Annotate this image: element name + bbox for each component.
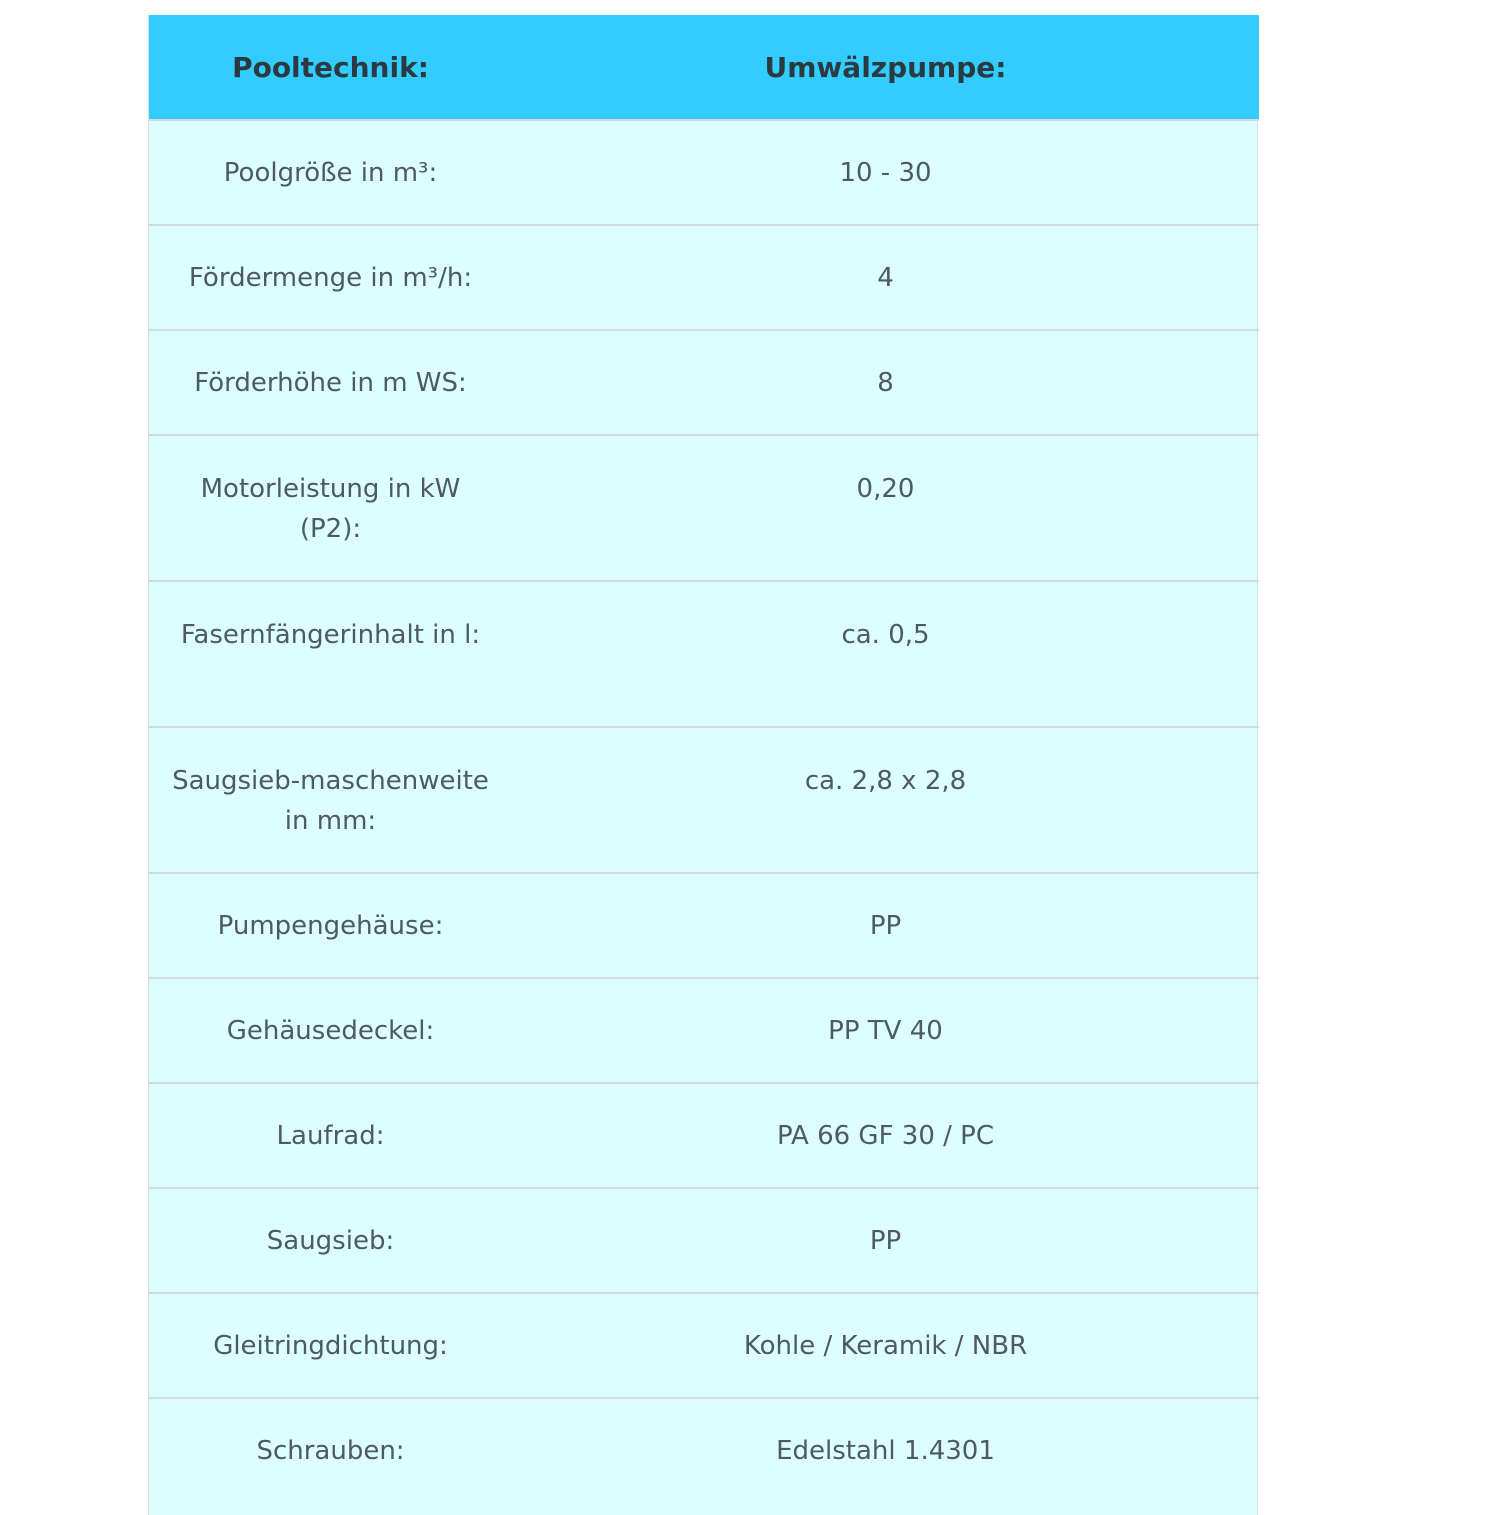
row-label: Saugsieb:	[149, 1188, 512, 1293]
row-value: PP	[512, 1188, 1259, 1293]
spec-table-container	[148, 15, 1258, 1515]
row-value: ca. 2,8 x 2,8	[512, 727, 1259, 873]
table-row	[149, 727, 1259, 873]
table-row	[149, 1188, 1259, 1293]
table-row	[149, 978, 1259, 1083]
spec-table	[149, 15, 1259, 1502]
row-value: Edelstahl 1.4301	[512, 1398, 1259, 1502]
row-label: Laufrad:	[149, 1083, 512, 1188]
table-row	[149, 1293, 1259, 1398]
row-label: Fördermenge in m³/h:	[149, 225, 512, 330]
row-value: ca. 0,5	[512, 581, 1259, 727]
table-row	[149, 435, 1259, 581]
header-pooltechnik: Pooltechnik:	[149, 15, 512, 120]
row-label: Schrauben:	[149, 1398, 512, 1502]
row-value: Kohle / Keramik / NBR	[512, 1293, 1259, 1398]
table-row	[149, 330, 1259, 435]
row-label: Gleitringdichtung:	[149, 1293, 512, 1398]
row-label: Förderhöhe in m WS:	[149, 330, 512, 435]
table-row	[149, 581, 1259, 727]
table-row	[149, 225, 1259, 330]
row-value: PP	[512, 873, 1259, 978]
row-label: Motorleistung in kW (P2):	[149, 435, 512, 581]
table-header-row	[149, 15, 1259, 120]
row-label: Fasernfängerinhalt in l:	[149, 581, 512, 727]
table-row	[149, 1083, 1259, 1188]
row-label: Saugsieb-maschenweite in mm:	[149, 727, 512, 873]
row-label: Pumpengehäuse:	[149, 873, 512, 978]
row-value: PA 66 GF 30 / PC	[512, 1083, 1259, 1188]
row-label: Gehäusedeckel:	[149, 978, 512, 1083]
row-value: PP TV 40	[512, 978, 1259, 1083]
row-label: Poolgröße in m³:	[149, 120, 512, 225]
row-value: 0,20	[512, 435, 1259, 581]
header-umwaelzpumpe: Umwälzpumpe:	[512, 15, 1259, 120]
table-row	[149, 873, 1259, 978]
row-value: 10 - 30	[512, 120, 1259, 225]
table-row	[149, 120, 1259, 225]
row-value: 8	[512, 330, 1259, 435]
row-value: 4	[512, 225, 1259, 330]
table-row	[149, 1398, 1259, 1502]
